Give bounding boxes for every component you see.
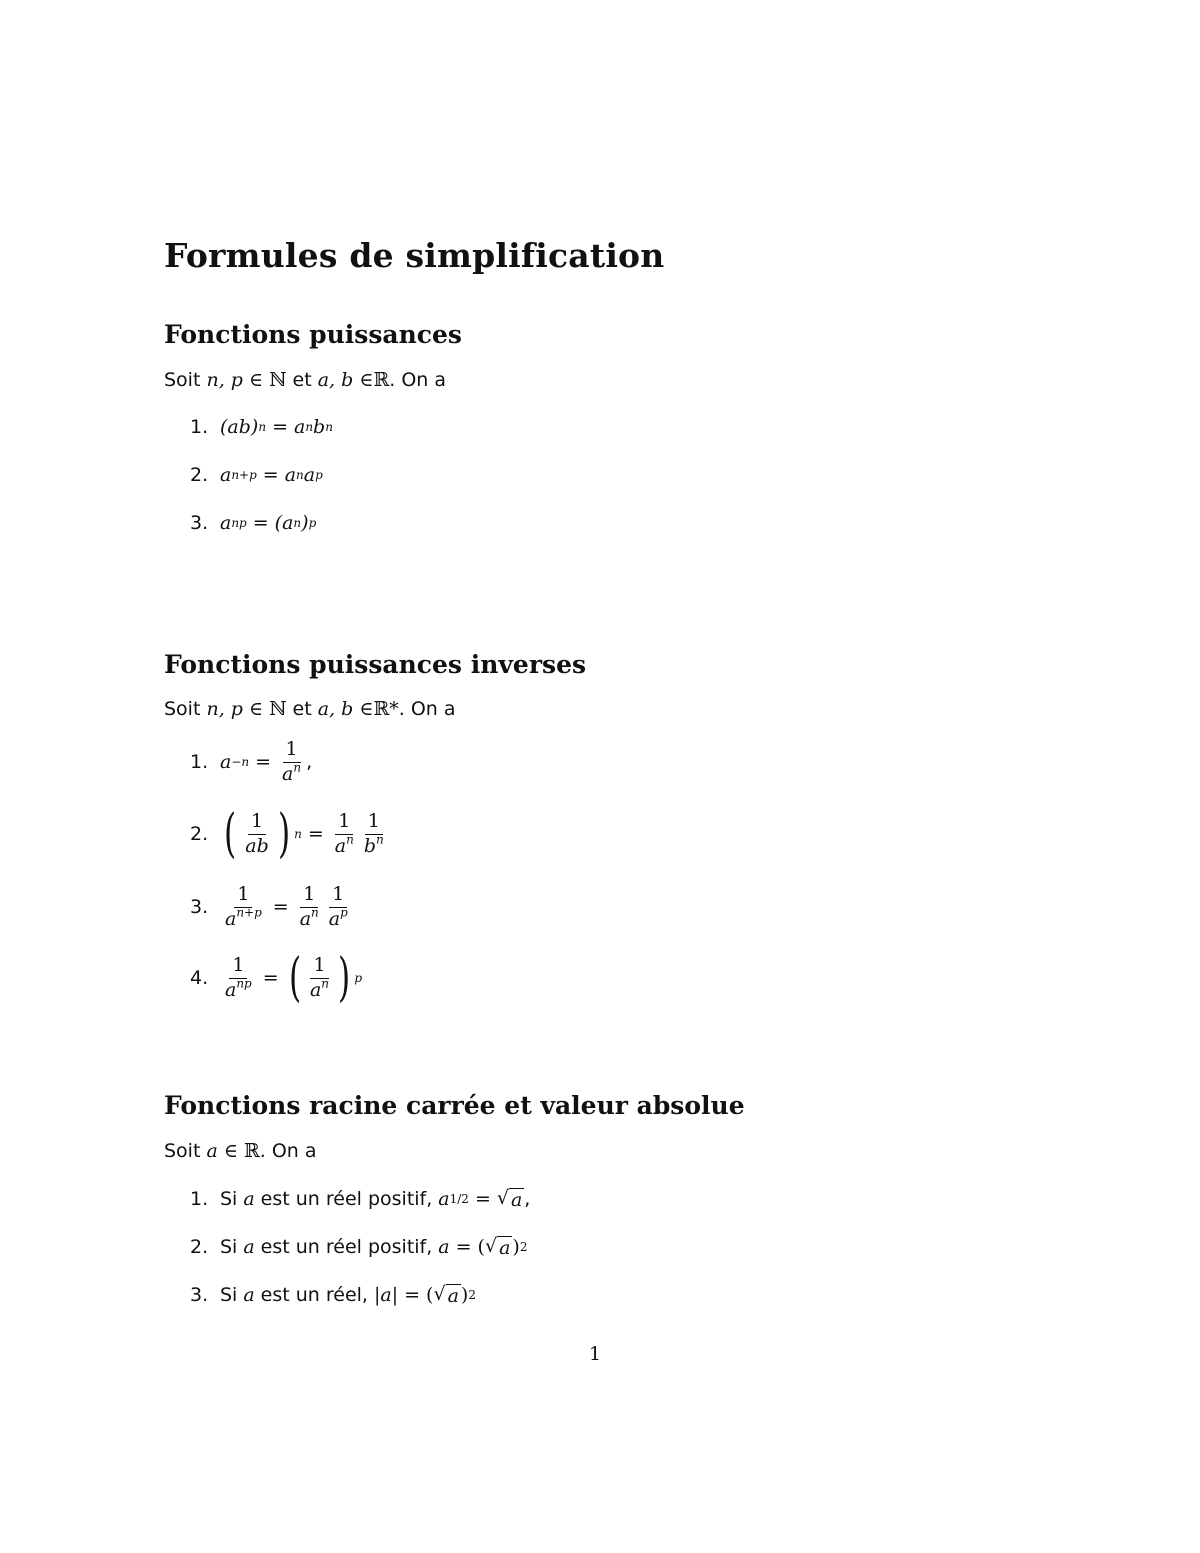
intro-in: ∈ xyxy=(249,698,264,720)
section-heading-racine-carree: Fonctions racine carrée et valeur absolue xyxy=(164,1091,745,1120)
item-text: Si xyxy=(220,1188,238,1210)
equals-sign: = xyxy=(255,751,272,774)
intro-set: ℝ* xyxy=(373,698,399,720)
intro-suffix: . On a xyxy=(389,369,446,391)
formula-item: 4. $\frac{1}{a^{np}}$ = ( $\frac{1}{a^n}$ ) p xyxy=(190,948,363,1008)
fraction xyxy=(279,740,304,785)
exponent: n xyxy=(311,905,319,920)
intro-word: Soit xyxy=(164,698,201,720)
item-number: 1. xyxy=(190,1188,209,1210)
exponent: n xyxy=(375,832,384,847)
fraction xyxy=(297,885,322,930)
item-number: 2. xyxy=(190,1236,209,1258)
section-intro-puissances xyxy=(164,369,446,391)
denominator: a xyxy=(225,978,237,1001)
item-number: 3. xyxy=(190,512,209,534)
intro-set: ℝ xyxy=(373,369,390,391)
exponent: p xyxy=(340,905,348,920)
intro-in: ∈ xyxy=(359,369,374,391)
numerator: 1 xyxy=(310,956,328,979)
intro-and: et xyxy=(292,698,312,720)
intro-in: ∈ xyxy=(223,1140,238,1162)
absolute-value: |a| xyxy=(373,1284,399,1306)
section-heading-puissances: Fonctions puissances xyxy=(164,320,463,349)
numerator: 1 xyxy=(234,885,252,908)
intro-in: ∈ xyxy=(359,698,374,720)
page-number: 1 xyxy=(588,1343,602,1365)
fraction xyxy=(222,953,255,1001)
equals-sign: = xyxy=(262,464,279,486)
exponent: n xyxy=(346,832,354,847)
intro-in: ∈ xyxy=(249,369,264,391)
formula-item: 1. a −n = $\frac{1}{a^n}$ , xyxy=(190,738,313,785)
radical-icon: √ xyxy=(433,1283,446,1305)
section-heading-puissances-inverses: Fonctions puissances inverses xyxy=(164,650,587,679)
equals-sign: = xyxy=(404,1284,421,1306)
item-number: 2. xyxy=(190,464,209,486)
intro-vars: a, b xyxy=(317,369,354,391)
intro-word: Soit xyxy=(164,369,201,391)
fraction xyxy=(222,885,265,930)
numerator: 1 xyxy=(248,812,266,835)
square-root xyxy=(433,1283,460,1307)
radicand: a xyxy=(447,1285,459,1307)
numerator: 1 xyxy=(300,885,318,908)
item-number: 3. xyxy=(190,896,209,919)
section-intro-racine-carree xyxy=(164,1140,317,1162)
comma: , xyxy=(524,1188,531,1210)
formula-term: a xyxy=(220,751,232,774)
radicand: a xyxy=(510,1189,523,1211)
variable: a xyxy=(438,1236,450,1258)
item-number: 2. xyxy=(190,823,209,845)
intro-vars: n, p xyxy=(206,369,243,391)
item-text: est un réel, xyxy=(260,1284,368,1306)
radical-icon: √ xyxy=(496,1187,509,1209)
right-paren: ) xyxy=(338,948,351,1008)
fraction xyxy=(361,809,387,857)
exponent: n xyxy=(293,760,302,775)
intro-set: ℕ xyxy=(269,369,287,391)
radicand: a xyxy=(499,1237,511,1259)
formula-term: b xyxy=(313,416,326,438)
fraction xyxy=(332,809,357,857)
variable: a xyxy=(243,1188,255,1210)
formula-item: 2. ( $\frac{1}{ab}$ ) n = $\frac{1}{a^n}$ $\frac{1}{b^n}$ xyxy=(190,808,389,860)
item-number: 1. xyxy=(190,751,209,774)
equals-sign: = xyxy=(455,1236,472,1258)
formula-item: 3. a np = (a n ) p xyxy=(190,512,317,534)
numerator: 1 xyxy=(229,956,247,979)
square-root xyxy=(485,1235,512,1259)
section-intro-puissances-inverses xyxy=(164,698,456,720)
left-paren: ( xyxy=(224,804,237,864)
exponent: np xyxy=(236,976,252,991)
equals-sign: = xyxy=(262,967,279,989)
left-paren: ( xyxy=(288,948,301,1008)
denominator: a xyxy=(309,978,322,1001)
intro-suffix: . On a xyxy=(259,1140,317,1162)
variable: a xyxy=(243,1236,255,1258)
intro-vars: a xyxy=(206,1140,218,1162)
equals-sign: = xyxy=(272,896,289,919)
right-paren: ) xyxy=(460,1284,469,1306)
numerator: 1 xyxy=(365,812,383,835)
right-paren: ) xyxy=(512,1236,520,1258)
denominator: a xyxy=(328,907,341,930)
variable: a xyxy=(438,1188,450,1210)
denominator: ab xyxy=(245,834,269,857)
exponent: n+p xyxy=(236,905,262,920)
denominator: a xyxy=(299,907,312,930)
formula-term: (a xyxy=(274,512,294,534)
fraction xyxy=(242,809,272,857)
item-text: est un réel positif, xyxy=(260,1236,433,1258)
intro-and: et xyxy=(292,369,312,391)
denominator: a xyxy=(225,907,237,930)
formula-item: 2. Si a est un réel positif, a = ( √ a ) 2 xyxy=(190,1235,528,1259)
variable: a xyxy=(243,1284,255,1306)
item-number: 3. xyxy=(190,1284,209,1306)
page-title: Formules de simplification xyxy=(164,236,665,275)
numerator: 1 xyxy=(283,740,301,763)
equals-sign: = xyxy=(252,512,269,534)
denominator: b xyxy=(363,834,376,857)
formula-term: a xyxy=(293,416,306,438)
item-number: 4. xyxy=(190,967,209,989)
comma: , xyxy=(306,751,313,774)
denominator: a xyxy=(282,762,294,785)
intro-vars: a, b xyxy=(317,698,354,720)
formula-term: a xyxy=(284,464,297,486)
formula-item: 1. (ab) n = a n b n xyxy=(190,416,333,438)
intro-suffix: . On a xyxy=(398,698,456,720)
exponent: n xyxy=(321,976,330,991)
formula-term: (ab) xyxy=(220,416,259,438)
formula-item: 3. Si a est un réel, |a| = ( √ a ) 2 xyxy=(190,1283,476,1307)
intro-word: Soit xyxy=(164,1140,201,1162)
item-text: Si xyxy=(220,1284,238,1306)
item-text: est un réel positif, xyxy=(260,1188,433,1210)
equals-sign: = xyxy=(272,416,288,438)
intro-set: ℕ xyxy=(269,698,287,720)
equals-sign: = xyxy=(474,1188,491,1210)
numerator: 1 xyxy=(335,812,353,835)
formula-item xyxy=(190,885,353,930)
denominator: a xyxy=(334,834,347,857)
formula-term: a xyxy=(303,464,316,486)
intro-vars: n, p xyxy=(206,698,243,720)
numerator: 1 xyxy=(329,885,347,908)
formula-term: ) xyxy=(301,512,309,534)
right-paren: ) xyxy=(277,804,291,864)
item-text: Si xyxy=(220,1236,238,1258)
square-root xyxy=(497,1187,524,1211)
intro-set: ℝ xyxy=(243,1140,260,1162)
radical-icon: √ xyxy=(484,1235,498,1257)
left-paren: ( xyxy=(477,1236,485,1258)
item-number: 1. xyxy=(190,416,209,438)
fraction xyxy=(326,885,351,930)
equals-sign: = xyxy=(307,823,324,845)
formula-item: 1. Si a est un réel positif, a 1/2 = √ a , xyxy=(190,1187,531,1211)
formula-item: 2. a n+p = a n a p xyxy=(190,464,323,486)
left-paren: ( xyxy=(426,1284,434,1306)
formula-term: a xyxy=(220,464,232,486)
fraction xyxy=(307,953,332,1001)
formula-term: a xyxy=(220,512,232,534)
